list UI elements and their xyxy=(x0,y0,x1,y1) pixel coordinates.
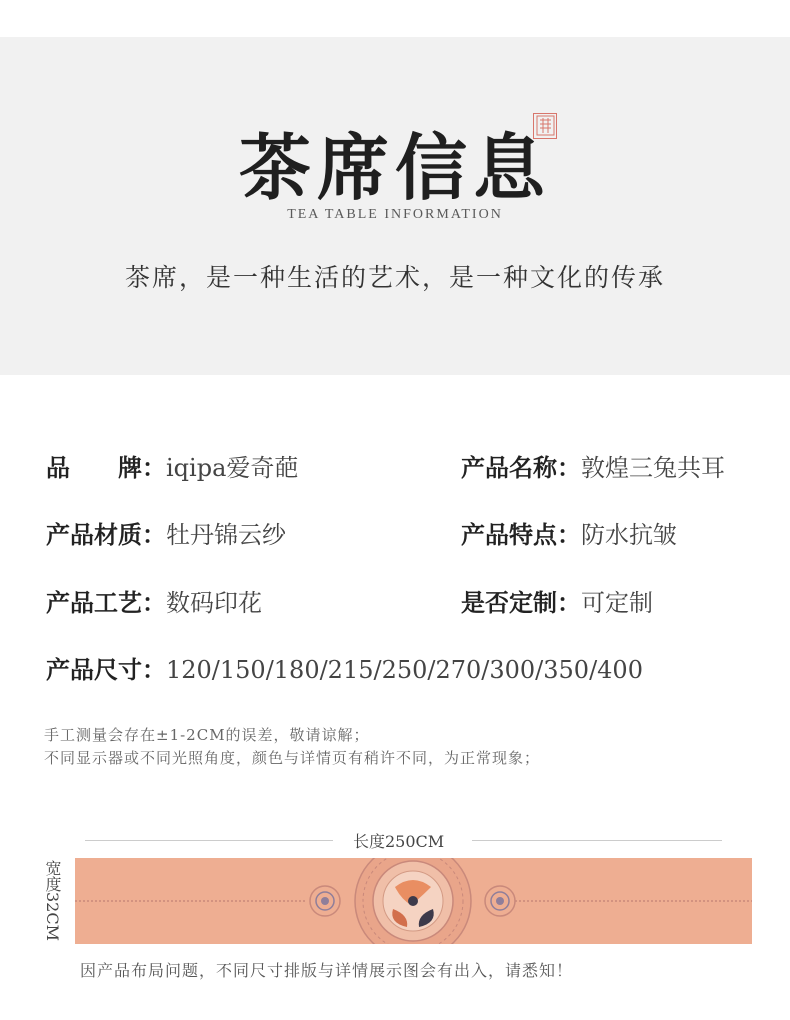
note-line-1: 手工测量会存在±1-2CM的误差，敬请谅解； xyxy=(44,726,370,744)
brand-label: 品 牌： xyxy=(46,453,166,482)
seal-icon xyxy=(535,114,556,137)
note-line-2: 不同显示器或不同光照角度，颜色与详情页有稍许不同，为正常现象； xyxy=(44,749,541,767)
product-name-value: 敦煌三兔共耳 xyxy=(581,454,725,482)
feature-label: 产品特点： xyxy=(461,520,581,549)
info-material xyxy=(46,515,286,550)
brand-value: iqipa爱奇葩 xyxy=(166,454,299,482)
material-value: 牡丹锦云纱 xyxy=(166,521,286,549)
three-rabbits-medallion-icon xyxy=(355,858,471,944)
info-feature xyxy=(461,515,677,550)
info-brand xyxy=(46,448,298,483)
feature-value: 防水抗皱 xyxy=(581,521,677,549)
subtitle-english: TEA TABLE INFORMATION xyxy=(287,207,503,222)
length-line-right xyxy=(472,840,722,841)
material-label: 产品材质： xyxy=(46,520,166,549)
right-medallion-icon xyxy=(485,886,515,916)
table-runner-image xyxy=(75,858,752,944)
tagline: 茶席，是一种生活的艺术，是一种文化的传承 xyxy=(124,263,665,292)
info-product-name xyxy=(461,448,725,483)
runner-pattern xyxy=(75,858,752,944)
notes xyxy=(44,724,540,770)
craft-value: 数码印花 xyxy=(166,589,262,617)
width-label: 宽度32CM xyxy=(43,860,62,941)
page-title: 茶席信息 xyxy=(238,125,551,210)
size-value: 120/150/180/215/250/270/300/350/400 xyxy=(166,656,643,684)
size-label: 产品尺寸： xyxy=(46,655,166,684)
length-line-left xyxy=(85,840,333,841)
length-label: 长度250CM xyxy=(353,832,445,851)
product-name-label: 产品名称： xyxy=(461,453,581,482)
info-customizable xyxy=(461,583,653,618)
customizable-label: 是否定制： xyxy=(461,588,581,617)
customizable-value: 可定制 xyxy=(581,589,653,617)
footer-note: 因产品布局问题，不同尺寸排版与详情展示图会有出入，请悉知！ xyxy=(80,961,574,980)
seal-stamp xyxy=(533,113,557,139)
craft-label: 产品工艺： xyxy=(46,588,166,617)
left-medallion-icon xyxy=(310,886,340,916)
info-size xyxy=(46,650,643,685)
info-craft xyxy=(46,583,262,618)
